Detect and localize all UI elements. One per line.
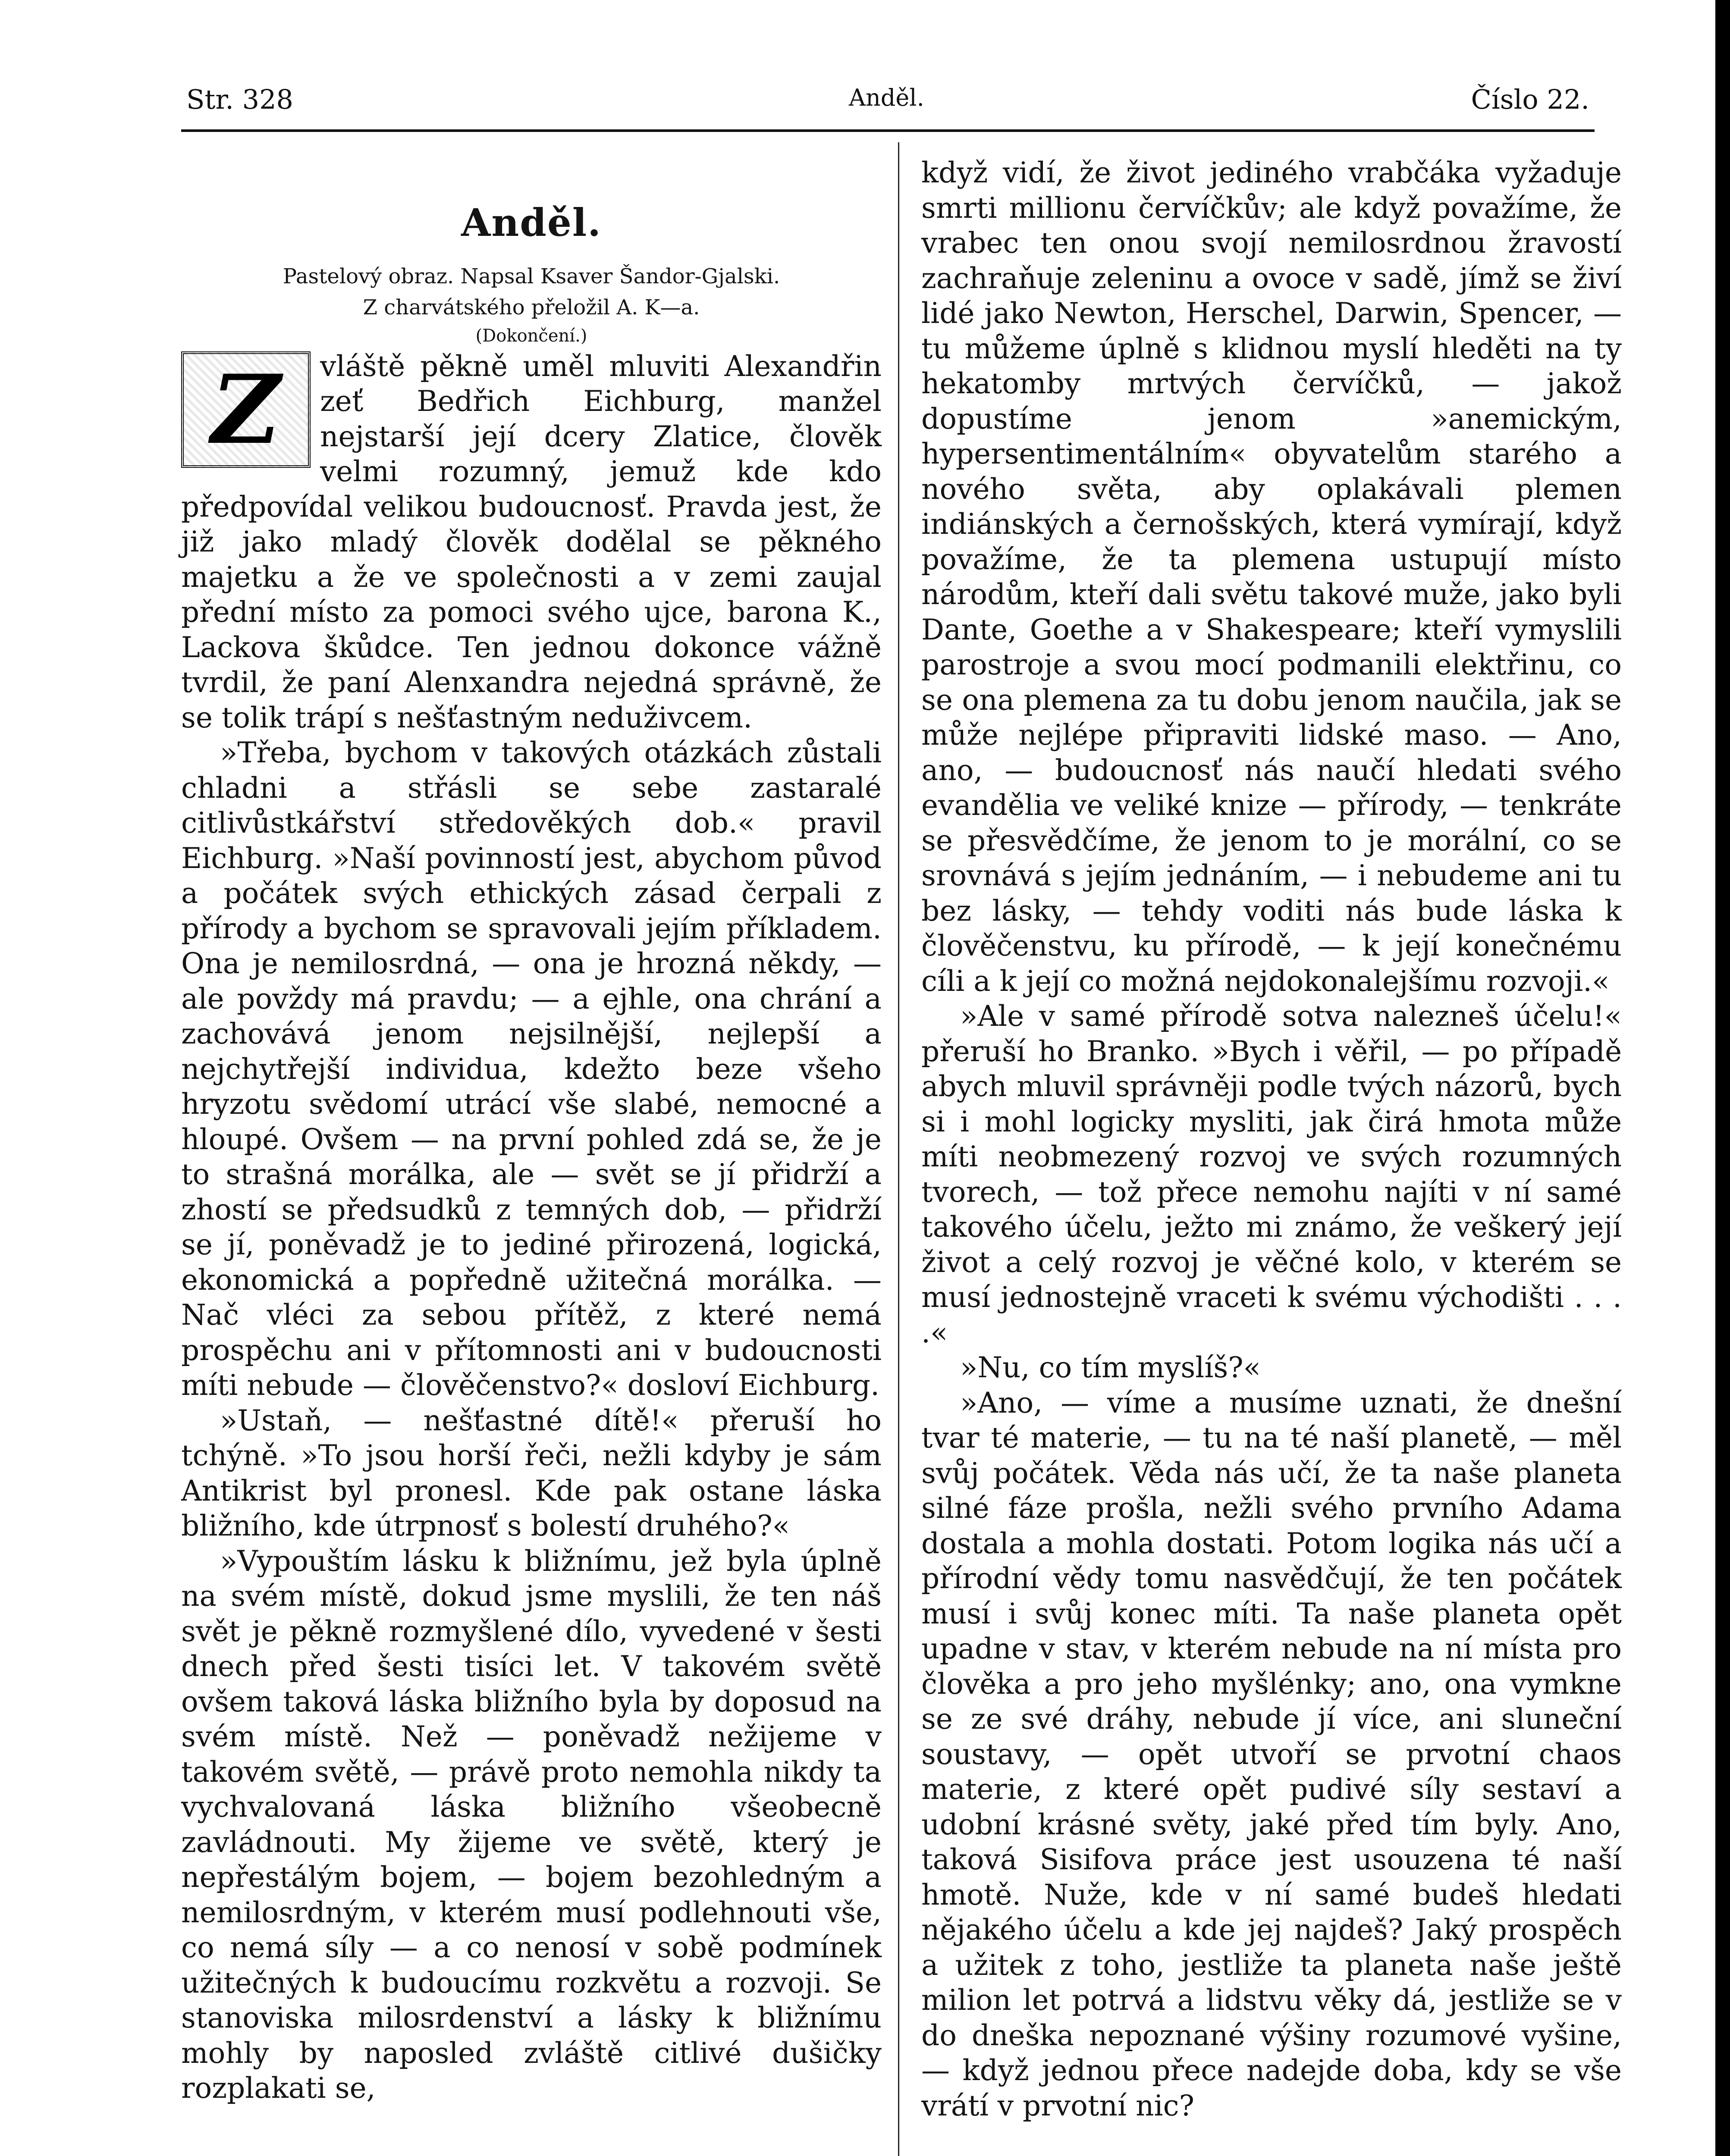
paragraph: »Nu, co tím myslíš?« [960,1351,1261,1384]
column-divider [898,142,899,2156]
continued-note: (Dokončení.) [475,326,587,346]
dropcap-letter: Z [211,353,281,465]
right-column [921,155,1622,2123]
paragraph: když vidí, že život jediného vrabčáka vyžaduje smrti millionu červíčkův; ale když považíme, že vrabec ten onou svojí nemilosrdnou žravostí zachraňuje zeleninu a ovoce v sadě, jímž se živí lidé jako Newton, Herschel, Darwin, Spencer, — tu můžeme úplně s klidnou myslí hleděti na ty hekatomby mrtvých červíčků, — jakož dopustíme jenom »anemickým, hypersentimentálním« obyvatelům starého a nového světa, aby oplakávali plemen indiánských a černošských, která vymírají, když považíme, že ta plemena ustupují místo národům, kteří dali světu takové muže, jako byli Dante, Goethe a v Shakespeare; kteří vymyslili parostroje a svou mocí podmanili elektřinu, co se ona plemena za tu dobu jenom naučila, jak se může nejlépe připraviti lidské maso. — Ano, ano, — budoucnosť nás naučí hledati svého evandělia ve veliké knize — přírody, — tenkráte se přesvědčíme, že jenom to je morální, co se srovnává s jejím jednáním, — i nebudeme ani tu bez lásky, — tehdy voditi nás bude láska k člověčenstvu, ku přírodě, — k její konečnému cíli a k její co možná nejdokonalejšímu rozvoji.« [921,156,1622,998]
article-byline: Pastelový obraz. Napsal Ksaver Šandor-Gjalski. [283,264,780,288]
paragraph: »Ale v samé přírodě sotva nalezneš účelu!« přeruší ho Branko. »Bych i věřil, — po případě abych mluvil správněji podle tvých názorů, bych si i mohl logicky mysliti, jak čirá hmota může míti neobmezený rozvoj ve svých rozumných tvorech, — tož přece nemohu najíti v ní samé takového účelu, ježto mi známo, že veškerý její život a celý rozvoj je věčné kolo, v kterém se musí jednostejně vraceti k svému východišti . . . .« [921,1000,1622,1349]
running-title: Anděl. [849,84,924,111]
page-number: Str. 328 [186,84,293,115]
paragraph: »Ano, — víme a musíme uznati, že dnešní tvar té materie, — tu na té naší planetě, — měl svůj počátek. Věda nás učí, že ta naše planeta silné fáze prošla, nežli svého prvního Adama dostala a mohla dostati. Potom logika nás učí a přírodní vědy tomu nasvědčují, že ten počátek musí i svůj konec míti. Ta naše planeta opět upadne v stav, v kterém nebude na ní místa pro člověka a pro jeho myšlénky; ano, ona vymkne se ze své dráhy, nebude jí více, ani sluneční soustavy, — opět utvoří se prvotní chaos materie, z které opět pudivé síly sestaví a udobní krásné světy, jaké před tím byly. Ano, taková Sisifova práce jest usouzena té naší hmotě. Nuže, kde v ní samé budeš hledati nějakého účelu a kde jej najdeš? Jaký prospěch a užitek z toho, jestliže ta planeta naše ještě milion let potrvá a lidstvu věky dá, jestliže se v do dneška nepoznané výšiny rozumové vyšine, — když jednou přece nadejde doba, kdy se vše vrátí v prvotní nic? [921,1386,1622,2122]
dropcap-ornament [181,351,311,468]
issue-number: Číslo 22. [1471,84,1589,115]
left-column [181,202,882,2106]
paragraph: »Ustaň, — nešťastné dítě!« přeruší ho tchýně. »To jsou horší řeči, nežli kdyby je sám Antikrist byl pronesl. Kde pak ostane láska bližního, kde útrpnosť s bolestí druhého?« [181,1404,882,1543]
article-title: Anděl. [461,200,602,245]
first-paragraph-text: vláště pěkně uměl mluviti Alexandřin zeť Bedřich Eichburg, manžel nejstarší její dcery Zlatice, člověk velmi rozumný, jemuž kde kdo předpovídal velikou budoucnosť. Pravda jest, že již jako mladý člověk dodělal se pěkného majetku a že ve společnosti a v zemi zaujal přední místo za pomoci svého ujce, barona K., Lackova škůdce. Ten jednou dokonce vážně tvrdil, že paní Alenxandra nejedná správně, že se tolik trápí s nešťastným neduživcem. [181,349,882,734]
paragraph: »Vypouštím lásku k bližnímu, jež byla úplně na svém místě, dokud jsme myslili, že ten náš svět je pěkně rozmyšlené dílo, vyvedené v šesti dnech před šesti tisíci let. V takovém světě ovšem taková láska bližního byla by doposud na svém místě. Než — poněvadž nežijeme v takovém světě, — právě proto nemohla nikdy ta vychvalovaná láska bližního všeobecně zavládnouti. My žijeme ve světě, který je nepřestálým bojem, — bojem bezohledným a nemilosrdným, v kterém musí podlehnouti vše, co nemá síly — a co nenosí v sobě podmínek užitečných k budoucímu rozkvětu a rozvoji. Se stanoviska milosrdenství a lásky k bližnímu mohly by naposled zvláště citlivé dušičky rozplakati se, [181,1544,882,2105]
first-paragraph [181,349,882,736]
paragraph: »Třeba, bychom v takových otázkách zůstali chladni a střásli se sebe zastaralé citlivůstkářství středověkých dob.« pravil Eichburg. »Naší povinností jest, abychom původ a počátek svých ethických zásad čerpali z přírody a bychom se spravovali jejím příkladem. Ona je nemilosrdná, — ona je hrozná někdy, — ale povždy má pravdu; — a ejhle, ona chrání a zachovává jenom nejsilnější, nejlepší a nejchytřejší individua, kdežto beze všeho hryzotu svědomí utrácí vše slabé, nemocné a hloupé. Ovšem — na první pohled zdá se, že je to strašná morálka, ale — svět se jí přidrží a zhostí se předsudků z temných dob, — přidrží se jí, poněvadž je to jediné přirozená, logická, ekonomická a popředně užitečná morálka. — Nač vléci za sebou přítěž, z které nemá prospěchu ani v přítomnosti ani v budoucnosti míti nebude — člověčenstvo?« dosloví Eichburg. [181,736,882,1402]
header-rule [181,129,1595,132]
article-translator: Z charvátského přeložil A. K—a. [363,295,700,320]
